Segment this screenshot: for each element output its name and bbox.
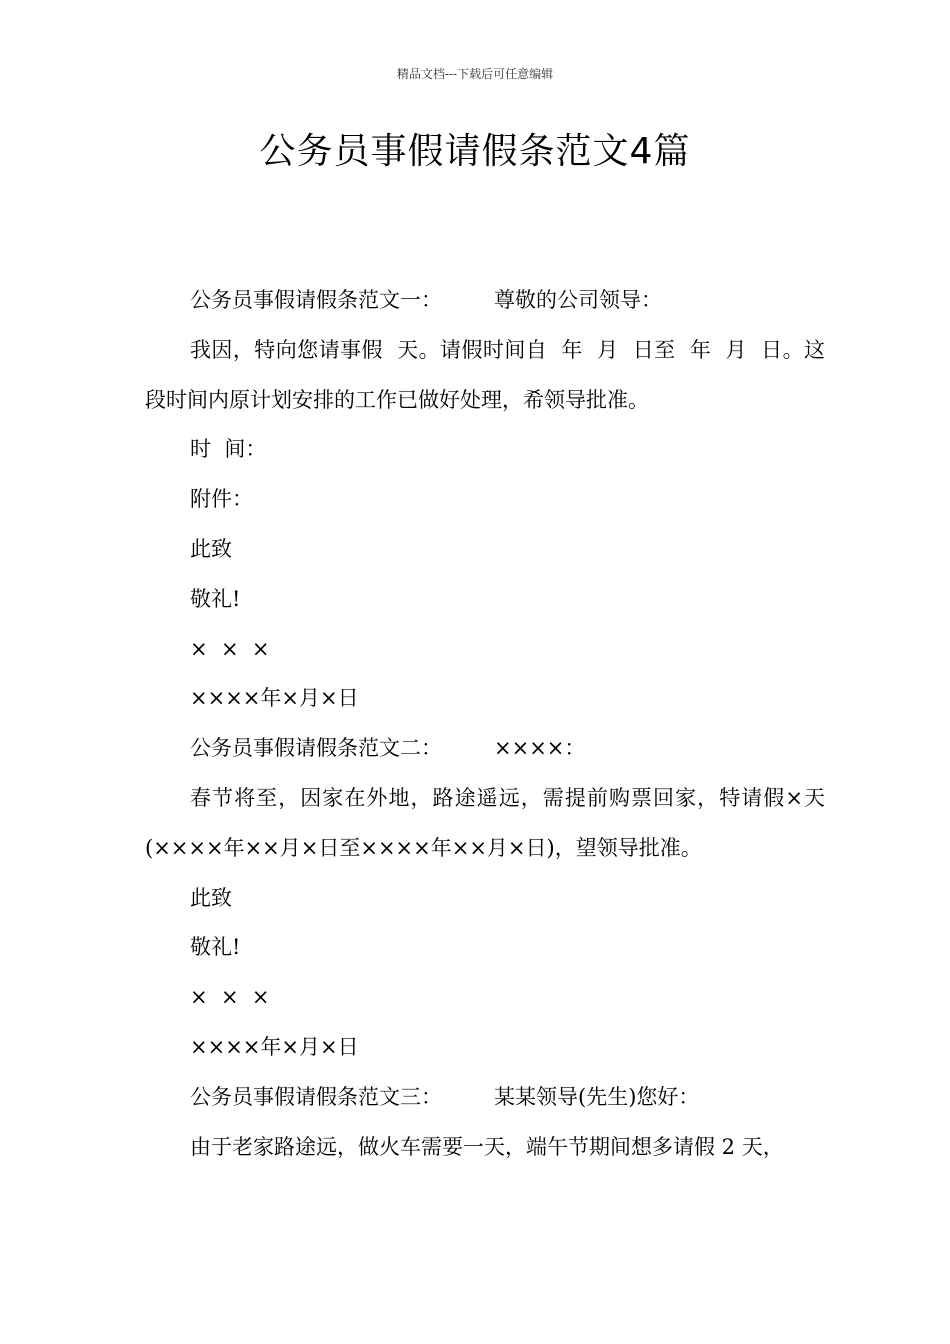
section-one-heading xyxy=(145,276,825,326)
paragraph-signature-two: × × × xyxy=(190,985,270,1010)
paragraph-leave-request-one: 我因，特向您请事假 天。请假时间自 年 月 日至 年 月 日。这段时间内原计划安排的工作已做好处理，希领导批准。 xyxy=(145,337,825,412)
paragraph-leave-request-two: 春节将至，因家在外地，路途遥远，需提前购票回家，特请假×天(××××年××月×日至××××年××月×日)，望领导批准。 xyxy=(145,785,825,860)
document-body xyxy=(145,276,825,1172)
paragraph-closing-one: 此致 xyxy=(190,536,232,561)
section-one-salutation: 尊敬的公司领导： xyxy=(494,288,662,312)
paragraph-leave-request-three: 由于老家路途远，做火车需要一天，端午节期间想多请假 2 天， xyxy=(190,1134,784,1159)
paragraph-closing-two: 此致 xyxy=(190,885,232,910)
paragraph-time: 时 间： xyxy=(190,437,267,462)
document-title: 公务员事假请假条范文4篇 xyxy=(259,131,691,172)
header-note: 精品文档---下载后可任意编辑 xyxy=(396,67,554,81)
section-two-heading xyxy=(145,724,825,774)
paragraph-attachment: 附件： xyxy=(190,487,253,512)
paragraph-date-one: ××××年×月×日 xyxy=(190,686,359,711)
section-two-label: 公务员事假请假条范文二： xyxy=(190,736,442,761)
section-three-label: 公务员事假请假条范文三： xyxy=(190,1084,442,1109)
section-three-heading xyxy=(145,1073,825,1123)
paragraph-signature-one: × × × xyxy=(190,636,270,661)
section-two-salutation: ××××： xyxy=(494,736,586,761)
paragraph-date-two: ××××年×月×日 xyxy=(190,1034,359,1059)
paragraph-salute-one: 敬礼! xyxy=(190,586,241,611)
paragraph-salute-two: 敬礼! xyxy=(190,935,241,960)
section-one-label: 公务员事假请假条范文一： xyxy=(190,288,442,312)
section-three-salutation: 某某领导(先生)您好： xyxy=(494,1084,700,1109)
